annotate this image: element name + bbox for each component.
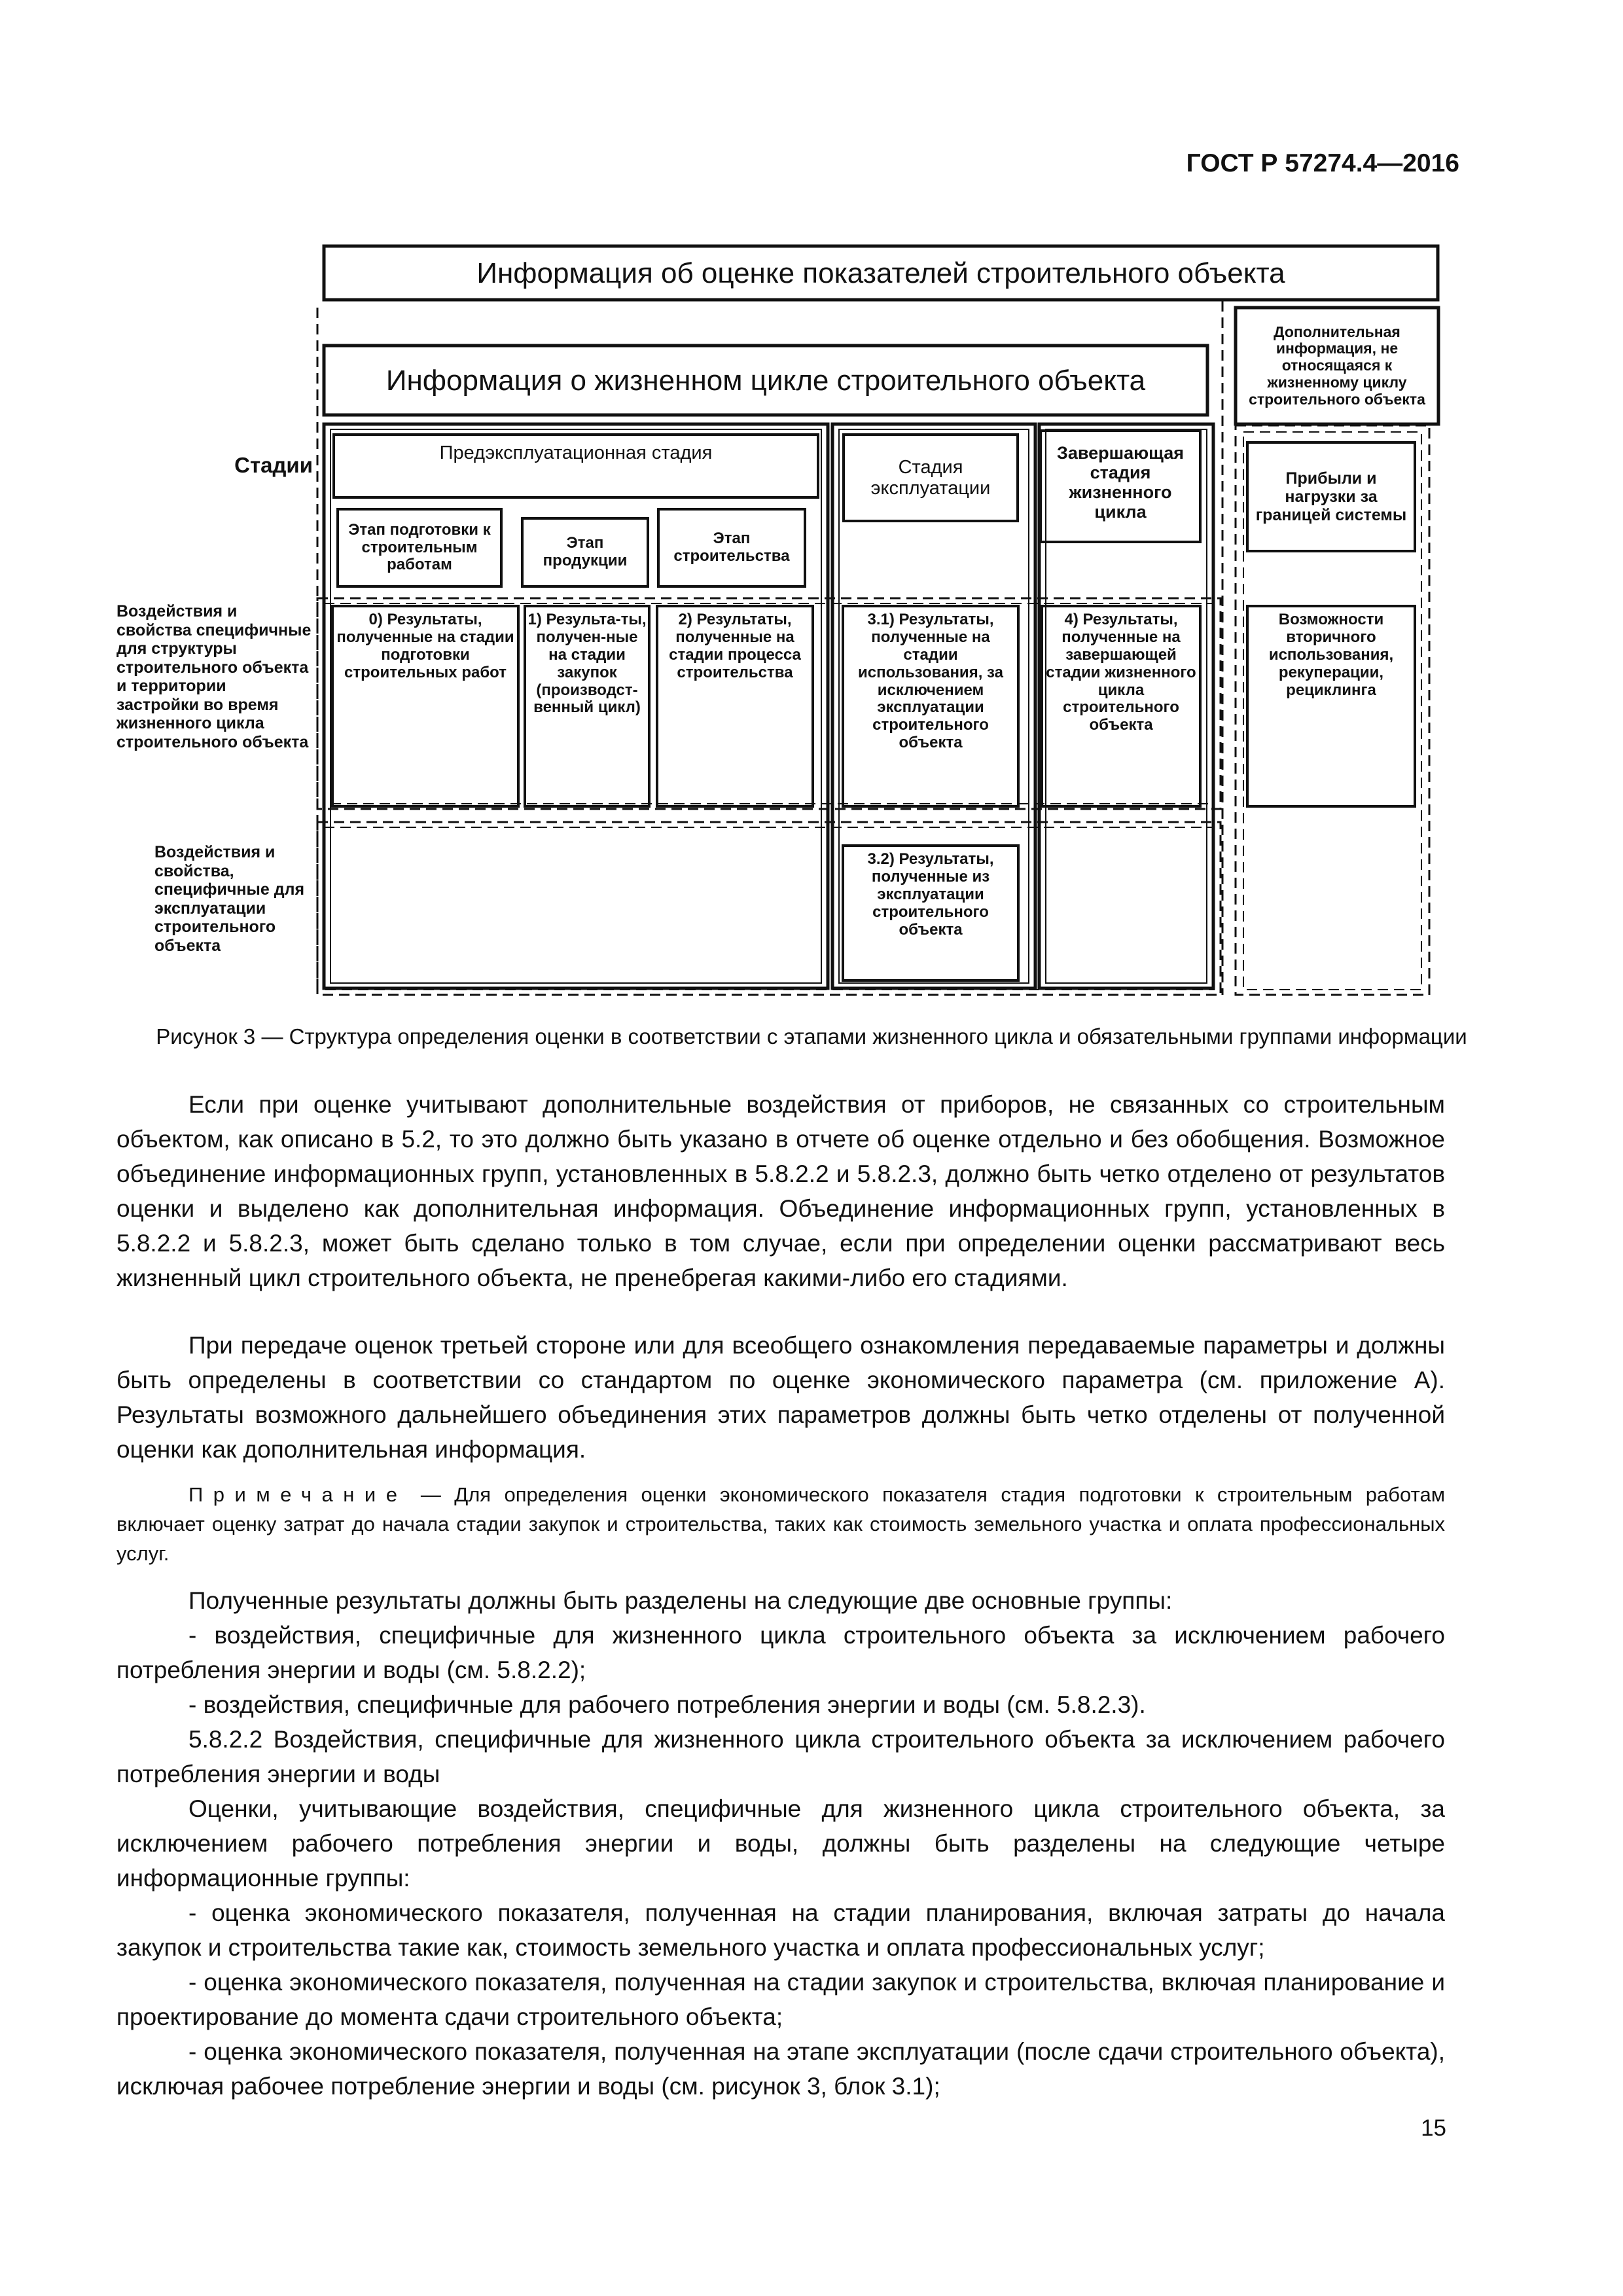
diagram-block2: 2) Результаты, полученные на стадии процесса строительства: [669, 611, 801, 681]
paragraph-1: Если при оценке учитывают дополнительные воздействия от приборов, не связанных со строительным объектом, как описано в 5.2, то это должно быть указано в отчете об оценке отдельно и без обобщения. Возможное объединение информационных групп, установленных в 5.8.2.2 и 5.8.2.3, должно быть четко отделено от результатов оценки и выделено как дополнительная информация. Объединение информационных групп, установленных в 5.8.2.2 и 5.8.2.3, может быть сделано только в том случае, если при определении оценки рассматривают весь жизненный цикл строительного объекта, не пренебрегая какими-либо его стадиями.: [116, 1091, 1445, 1291]
diagram-block32: 3.2) Результаты, полученные из эксплуатации строительного объекта: [867, 850, 994, 939]
figure-caption: Рисунок 3 — Структура определения оценки в соответствии с этапами жизненного цикла и обязательными группами информации: [156, 1024, 1467, 1049]
diagram-step-production: Этап продукции: [543, 534, 628, 569]
row2-dashed-band-inner: [324, 827, 1214, 990]
note-paragraph: [116, 1480, 1445, 1569]
diagram-additional-info: Дополнительная информация, не относящаяся к жизненному циклу строительного объекта: [1249, 323, 1425, 408]
paragraph-8: - оценка экономического показателя, полученная на стадии планирования, включая затраты до начала закупок и строительства такие как, стоимость земельного участка и оплата профессиональных услуг;: [116, 1899, 1445, 1961]
diagram-block4: 4) Результаты, полученные на завершающей стадии жизненного цикла строительного объекта: [1046, 611, 1196, 734]
diagram-stages-label: Стадии: [234, 452, 313, 477]
paragraph-2: При передаче оценок третьей стороне или для всеобщего ознакомления передаваемые параметры и должны быть определены в соответствии со стандартом по оценке экономического параметра (см. приложение А). Результаты возможного дальнейшего объединения этих параметров должны быть четко отделены от полученной оценки как дополнительная информация.: [116, 1332, 1445, 1463]
page-number: 15: [1421, 2115, 1446, 2141]
diagram-exploitation-stage: Стадия эксплуатации: [870, 456, 991, 499]
paragraph-9: - оценка экономического показателя, полученная на стадии закупок и строительства, включая планирование и проектирование до момента сдачи строительного объекта;: [116, 1969, 1445, 2030]
diagram-block-recycling: Возможности вторичного использования, рекуперации, рециклинга: [1268, 611, 1394, 699]
paragraph-7: Оценки, учитывающие воздействия, специфичные для жизненного цикла строительного объекта, за исключением рабочего потребления энергии и воды, должны быть разделены на следующие четыре информационные группы:: [116, 1795, 1445, 1892]
diagram-pre-stage: Предэксплуатационная стадия: [439, 442, 713, 463]
paragraph-6: 5.8.2.2 Воздействия, специфичные для жизненного цикла строительного объекта за исключением рабочего потребления энергии и воды: [116, 1726, 1445, 1787]
note-label: Примечание: [188, 1483, 408, 1506]
standard-number: ГОСТ Р 57274.4—2016: [1186, 149, 1459, 177]
diagram-block0: 0) Результаты, полученные на стадии подготовки строительных работ: [336, 611, 514, 681]
diagram-row2-label: Воздействия и свойства, специфичные для эксплуатации строительного объекта: [154, 843, 305, 955]
note-text: — Для определения оценки экономического показателя стадия подготовки к строительным работам включает оценку затрат до начала стадии закупок и строительства, таких как стоимость земельного участка и оплата профессиональных услуг.: [116, 1483, 1445, 1565]
paragraph-5: - воздействия, специфичные для рабочего потребления энергии и воды (см. 5.8.2.3).: [188, 1691, 1146, 1718]
diagram-step-prep: Этап подготовки к строительным работам: [348, 520, 491, 574]
diagram-final-stage: Завершающая стадия жизненного цикла: [1056, 442, 1185, 522]
diagram-block1: 1) Результа-ты, получен-ные на стадии закупок (производст-венный цикл): [527, 611, 647, 717]
diagram-step-construction: Этап строительства: [673, 529, 790, 565]
paragraph-10: - оценка экономического показателя, полученная на этапе эксплуатации (после сдачи строительного объекта), исключая рабочее потребление энергии и воды (см. рисунок 3, блок 3.1);: [116, 2038, 1445, 2100]
diagram-top-title: Информация об оценке показателей строительного объекта: [476, 257, 1285, 290]
row2-dashed-band: [317, 822, 1221, 995]
diagram-lifecycle-title: Информация о жизненном цикле строительного объекта: [385, 365, 1146, 397]
paragraph-4: - воздействия, специфичные для жизненного цикла строительного объекта за исключением рабочего потребления энергии и воды (см. 5.8.2.2);: [116, 1622, 1445, 1683]
paragraph-3: Полученные результаты должны быть разделены на следующие две основные группы:: [188, 1587, 1173, 1614]
diagram-row1-label: Воздействия и свойства специфичные для структуры строительного объекта и территории застройки во время жизненного цикла строительного объекта: [116, 602, 312, 751]
diagram-block31: 3.1) Результаты, полученные на стадии использования, за исключением эксплуатации строительного объекта: [858, 611, 1003, 752]
diagram-beyond-boundary: Прибыли и нагрузки за границей системы: [1255, 469, 1407, 524]
